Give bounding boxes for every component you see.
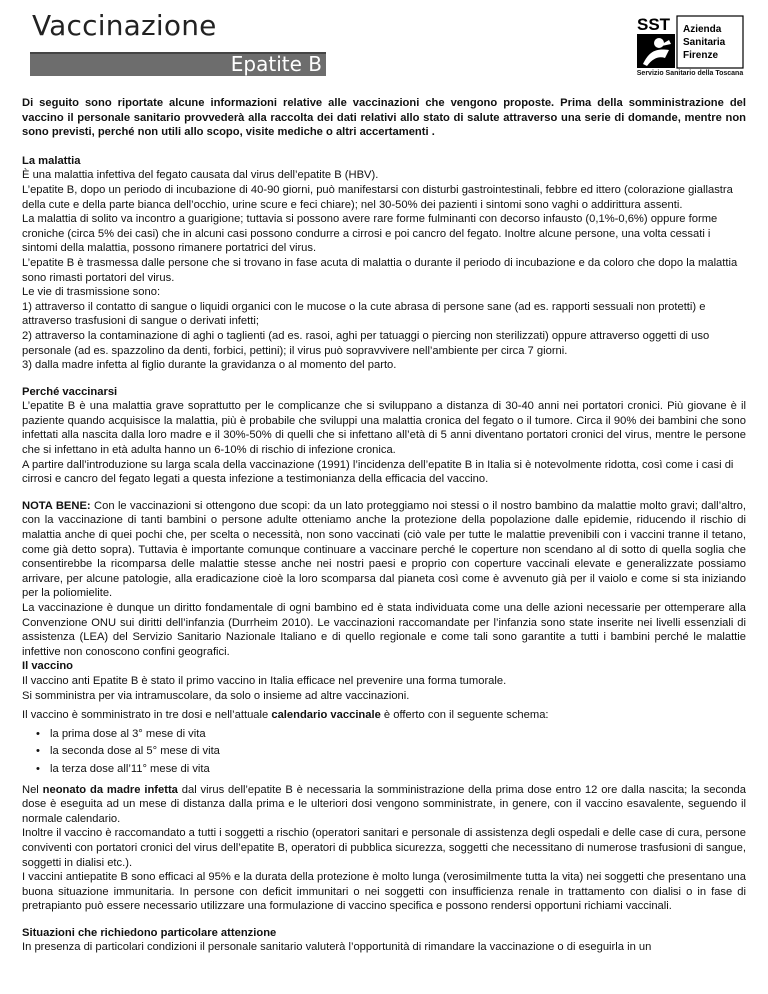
malattia-line: 3) dalla madre infetta al figlio durante la gravidanza o al momento del parto.	[22, 359, 397, 372]
perche-paragraph-2: A partire dall’introduzione su larga scala della vaccinazione (1991) l’incidenza dell’epatite B in Italia si è notevolmente ridotta, così come i casi di cirrosi e cancro del fegato legati a questa infezione a testimonianza della efficacia del vaccino.	[22, 458, 734, 486]
schema-paragraph	[22, 708, 746, 723]
section-malattia	[22, 154, 746, 373]
situazioni-paragraph: In presenza di particolari condizioni il personale sanitario valuterà l’opportunità di rimandare la vaccinazione o di eseguirla in un	[22, 941, 652, 954]
malattia-line: Le vie di trasmissione sono:	[22, 286, 161, 299]
page-header	[0, 0, 768, 90]
malattia-line: È una malattia infettiva del fegato causata dal virus dell’epatite B (HBV).	[22, 169, 379, 182]
logo-mark	[635, 14, 745, 70]
document-body	[22, 96, 746, 967]
logo-line-1: Azienda	[683, 24, 722, 35]
vaccino-line-1: Il vaccino anti Epatite B è stato il primo vaccino in Italia efficace nel prevenire una forma tumorale.	[22, 674, 507, 687]
logo-caption: Servizio Sanitario della Toscana	[636, 70, 744, 77]
logo-sst-text: SST	[637, 15, 671, 34]
efficacia-paragraph: I vaccini antiepatite B sono efficaci al 95% e la durata della protezione è molto lunga (verosimilmente tutta la vita) nei soggetti che presentano una buona situazione immunitaria. In persone con deficit immunitari o nei soggetti con insufficienza renale in trattamento con dialisi o in fase di pretrapianto può essere necessario utilizzare una formulazione di vaccino specifica e possono rendersi opportuni richiami vaccinali.	[22, 871, 746, 913]
malattia-line: 1) attraverso il contatto di sangue o liquidi organici con le mucose o la cute abrasa di persone sane (ad es. rapporti sessuali non protetti) e attraverso trasfusioni di sangue o derivati infetti;	[22, 300, 706, 328]
vaccino-line-2: Si somministra per via intramuscolare, da solo o insieme ad altre vaccinazioni.	[22, 689, 410, 702]
subtitle-bar	[30, 54, 326, 76]
heading-malattia: La malattia	[22, 154, 81, 167]
list-item: • la seconda dose al 5° mese di vita	[38, 744, 746, 759]
section-perche	[22, 385, 746, 487]
malattia-line: La malattia di solito va incontro a guarigione; tuttavia si possono avere rare forme fulminanti con decorso infausto (0,1%-0,6%) oppure forme croniche (circa 5% dei casi) che in alcuni casi possono condurre a cirrosi e poi cancro del fegato. Inoltre alcune persone, una volta cessati i sintomi della malattia, possono rimanere portatrici del virus.	[22, 213, 718, 255]
nota-paragraph-1	[22, 499, 746, 601]
heading-perche: Perché vaccinarsi	[22, 385, 118, 398]
section-situazioni	[22, 926, 746, 955]
nota-bene-label: NOTA BENE:	[22, 499, 91, 512]
neonato-paragraph	[22, 783, 746, 827]
schema-pre: Il vaccino è somministrato in tre dosi e nell’attuale	[22, 709, 272, 722]
nota-text: Con le vaccinazioni si ottengono due scopi: da un lato proteggiamo noi stessi o il nostro bambino da malattie molto gravi; dall’altro, con la vaccinazione di tanti bambini o persone adulte otteniamo anche la protezione della popolazione dalle epidemie, riducendo il rischio di malattia anche di quei pochi che, per scelta o necessità, non sono vaccinati (ciò vale per tutte le malattie prevenibili con i vaccini tranne il tetano, come già detto sopra). Tuttavia è importante comunque continuare a vaccinare perché le coperture non scendano al di sotto di quella soglia che consentirebbe la ricomparsa delle malattie stesse anche nei nostri paesi e proprio con coperture vaccinali elevate e generalizzate possiamo arrivare, per alcune patologie, alla eradicazione cioè la loro scomparsa dal pianeta così come è avvenuto già per il vaiolo e come si sta iniziando per la poliomielite.	[22, 499, 746, 600]
list-item: • la prima dose al 3° mese di vita	[38, 727, 746, 742]
logo-line-3: Firenze	[683, 50, 719, 61]
malattia-line: L’epatite B, dopo un periodo di incubazione di 40-90 giorni, può manifestarsi con disturbi gastrointestinali, febbre ed ittero (colorazione giallastra della cute e della parte bianca dell’occhio, urine scure e feci chiare); nel 30-50% dei pazienti i sintomi sono vaghi o addirittura assenti.	[22, 183, 733, 211]
schema-bold: calendario vaccinale	[271, 709, 381, 722]
malattia-line: L’epatite B è trasmessa dalle persone che si trovano in fase acuta di malattia o durante il periodo di incubazione e da coloro che dopo la malattia sono rimasti portatori del virus.	[22, 256, 738, 284]
neonato-pre: Nel	[22, 783, 43, 796]
schema-post: è offerto con il seguente schema:	[380, 709, 549, 722]
document-title: Vaccinazione	[32, 9, 217, 42]
heading-vaccino: Il vaccino	[22, 660, 73, 673]
neonato-post: dal virus dell’epatite B è necessaria la somministrazione della prima dose entro 12 ore dalla nascita; la seconda dose è eseguita ad un mese di distanza dalla prima e le ulteriori dosi vengono somministrate, in genere, con il vaccino esavalente, seguendo il normale calendario.	[22, 783, 746, 825]
list-item: • la terza dose all’11° mese di vita	[38, 762, 746, 777]
section-nota-bene	[22, 499, 746, 914]
dose-list	[22, 727, 746, 777]
logo-line-2: Sanitaria	[683, 37, 726, 48]
perche-paragraph-1: L’epatite B è una malattia grave soprattutto per le complicanze che si sviluppano a distanza di 30-40 anni nei portatori cronici. Più giovane è il paziente quando acquisisce la malattia, più è probabile che sviluppi una malattia cronica del fegato o il tumore. Circa il 90% dei bambini che sono infettati alla nascita dalla loro madre e il 30%-50% di quelli che si infettano all’età di 5 anni diventano portatori cronici del virus, mentre le persone che si infettano in età adulta hanno un 6-10% di rischio di infezione cronica.	[22, 400, 746, 457]
neonato-bold: neonato da madre infetta	[42, 783, 178, 796]
nota-paragraph-2: La vaccinazione è dunque un diritto fondamentale di ogni bambino ed è stata individuata come una delle azioni necessarie per ottemperare alla Convenzione ONU sui diritti dell’infanzia (Durrheim 2010). Le vaccinazioni raccomandate per l’infanzia sono state inserite nei livelli essenziali di assistenza (LEA) del Servizio Sanitario Nazionale Italiano e di quello regionale e come tali sono garantite a tutti i bambini perché le malattie infettive non conoscono confini geografici.	[22, 602, 746, 658]
document-subtitle: Epatite B	[230, 52, 322, 76]
intro-paragraph: Di seguito sono riportate alcune informazioni relative alle vaccinazioni che vengono proposte. Prima della somministrazione del vaccino il personale sanitario provvederà alla raccolta dei dati relativi allo stato di salute attraverso una serie di domande, mentre non sono previsti, perché non utili allo scopo, visite mediche o altri accertamenti .	[22, 97, 746, 139]
asl-logo	[635, 14, 745, 80]
rischio-paragraph: Inoltre il vaccino è raccomandato a tutti i soggetti a rischio (operatori sanitari e personale di assistenza degli ospedali e delle case di cura, persone conviventi con portatori cronici del virus dell’epatite B, operatori di pubblica sicurezza, soggetti che necessitano di numerose trasfusioni di sangue, soggetti in dialisi etc.).	[22, 827, 746, 869]
heading-situazioni: Situazioni che richiedono particolare attenzione	[22, 926, 277, 939]
malattia-line: 2) attraverso la contaminazione di aghi o taglienti (ad es. rasoi, aghi per tatuaggi o piercing non sterilizzati) oppure attraverso oggetti di uso personale (ad es. spazzolino da denti, forbici, pettini); il virus può sopravvivere nell’ambiente per circa 7 giorni.	[22, 329, 710, 357]
